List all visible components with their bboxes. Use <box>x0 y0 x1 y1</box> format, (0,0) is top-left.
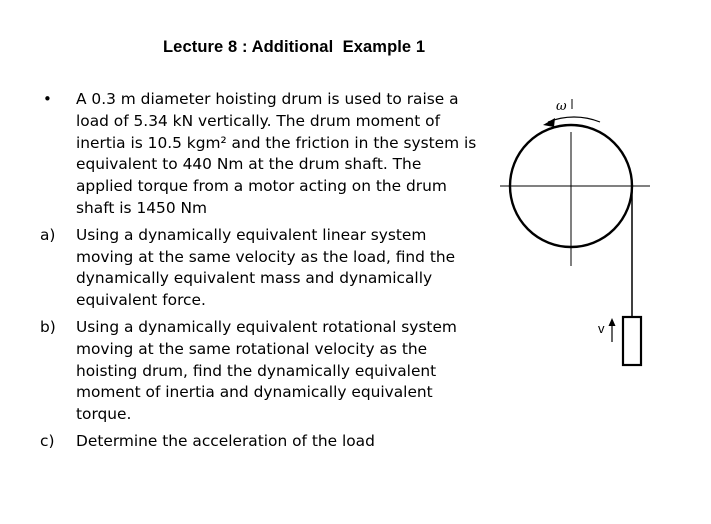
problem-line: inertia is 10.5 kgm² and the friction in the system is <box>76 133 477 152</box>
part-line: equivalent force. <box>76 291 206 310</box>
part-line: hoisting drum, find the dynamically equivalent <box>76 361 437 380</box>
part-a <box>40 225 510 312</box>
problem-line: load of 5.34 kN vertically. The drum moment of <box>76 111 440 130</box>
part-line: moment of inertia and dynamically equivalent <box>76 383 433 402</box>
part-line: Using a dynamically equivalent linear system <box>76 225 427 244</box>
hoisting-drum-diagram <box>500 90 660 380</box>
rotation-arrowhead <box>543 118 555 127</box>
problem-text <box>40 89 510 453</box>
problem-line: shaft is 1450 Nm <box>76 198 208 217</box>
part-line: Determine the acceleration of the load <box>76 431 375 450</box>
part-line: moving at the same velocity as the load, find the <box>76 247 456 266</box>
part-line: dynamically equivalent mass and dynamically <box>76 269 433 288</box>
load-box <box>623 317 641 365</box>
problem-line: applied torque from a motor acting on the drum <box>76 177 447 196</box>
part-label: b) <box>40 317 56 336</box>
rotation-arrow <box>548 117 600 122</box>
velocity-arrowhead <box>609 318 616 326</box>
problem-line: A 0.3 m diameter hoisting drum is used to raise a <box>76 90 459 108</box>
part-line: moving at the same rotational velocity as the <box>76 339 428 358</box>
bullet-marker: • <box>43 90 52 108</box>
part-b <box>40 317 510 426</box>
part-label: a) <box>40 225 56 244</box>
velocity-label: v <box>598 321 605 336</box>
part-c <box>40 431 510 453</box>
page-title: Lecture 8 : Additional Example 1 <box>163 38 426 56</box>
omega-label: ω <box>556 99 567 114</box>
part-line: Using a dynamically equivalent rotational system <box>76 317 457 336</box>
problem-line: equivalent to 440 Nm at the drum shaft. The <box>76 155 422 174</box>
problem-statement <box>40 89 510 220</box>
part-label: c) <box>40 431 55 450</box>
part-line: torque. <box>76 405 132 424</box>
